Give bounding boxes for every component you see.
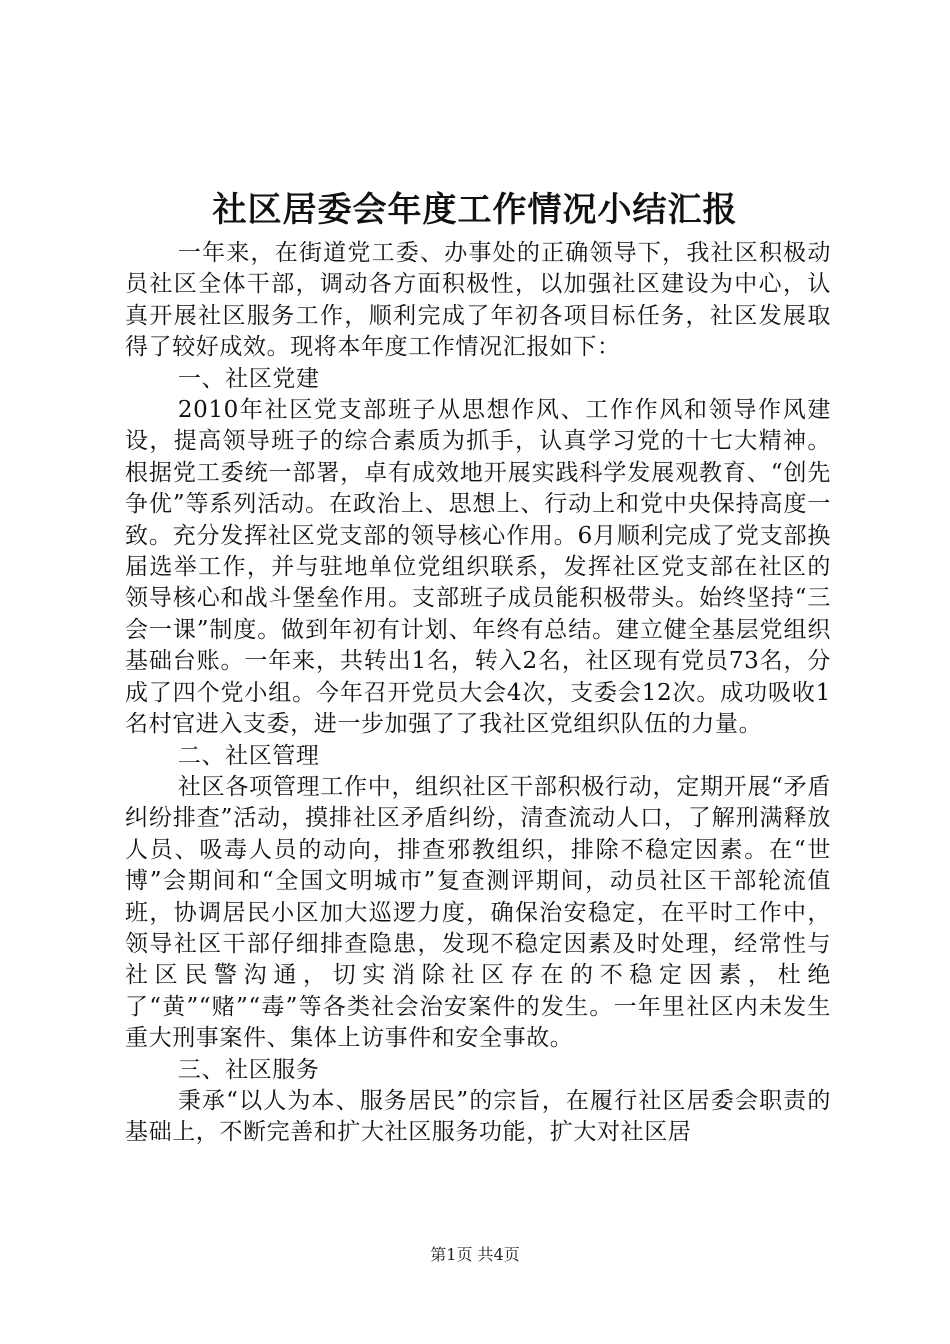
document-title: 社区居委会年度工作情况小结汇报 bbox=[212, 190, 738, 230]
section-heading-party-building: 一、社区党建 bbox=[177, 365, 320, 392]
document-body bbox=[125, 238, 831, 1149]
section-heading-management: 二、社区管理 bbox=[177, 742, 320, 769]
section-heading-service: 三、社区服务 bbox=[177, 1056, 320, 1083]
paragraph-service: 秉承“以人为本、服务居民”的宗旨，在履行社区居委会职责的基础上，不断完善和扩大社区服务功能，扩大对社区居 bbox=[125, 1087, 831, 1146]
paragraph-management: 社区各项管理工作中，组织社区干部积极行动，定期开展“矛盾纠纷排查”活动，摸排社区矛盾纠纷，清查流动人口，了解刑满释放人员、吸毒人员的动向，排查邪教组织，排除不稳定因素。在“世博”会期间和“全国文明城市”复查测评期间，动员社区干部轮流值班，协调居民小区加大巡逻力度，确保治安稳定，在平时工作中，领导社区干部仔细排查隐患，发现不稳定因素及时处理，经常性与社区民警沟通，切实消除社区存在的不稳定因素，杜绝了“黄”“赌”“毒”等各类社会治安案件的发生。一年里社区内未发生重大刑事案件、集体上访事件和安全事故。 bbox=[125, 773, 831, 1052]
paragraph-party-building: 2010年社区党支部班子从思想作风、工作作风和领导作风建设，提高领导班子的综合素质为抓手，认真学习党的十七大精神。根据党工委统一部署，卓有成效地开展实践科学发展观教育、“创先争优”等系列活动。在政治上、思想上、行动上和党中央保持高度一致。充分发挥社区党支部的领导核心作用。6月顺利完成了党支部换届选举工作，并与驻地单位党组织联系，发挥社区党支部在社区的领导核心和战斗堡垒作用。支部班子成员能积极带头。始终坚持“三会一课”制度。做到年初有计划、年终有总结。建立健全基层党组织基础台账。一年来，共转出1名，转入2名，社区现有党员73名，分成了四个党小组。今年召开党员大会4次，支委会12次。成功吸收1名村官进入支委，进一步加强了了我社区党组织队伍的力量。 bbox=[125, 397, 831, 738]
page-number-footer: 第1页 共4页 bbox=[430, 1245, 520, 1264]
paragraph-intro: 一年来，在街道党工委、办事处的正确领导下，我社区积极动员社区全体干部，调动各方面积极性，以加强社区建设为中心，认真开展社区服务工作，顺利完成了年初各项目标任务，社区发展取得了较好成效。现将本年度工作情况汇报如下： bbox=[125, 240, 831, 361]
